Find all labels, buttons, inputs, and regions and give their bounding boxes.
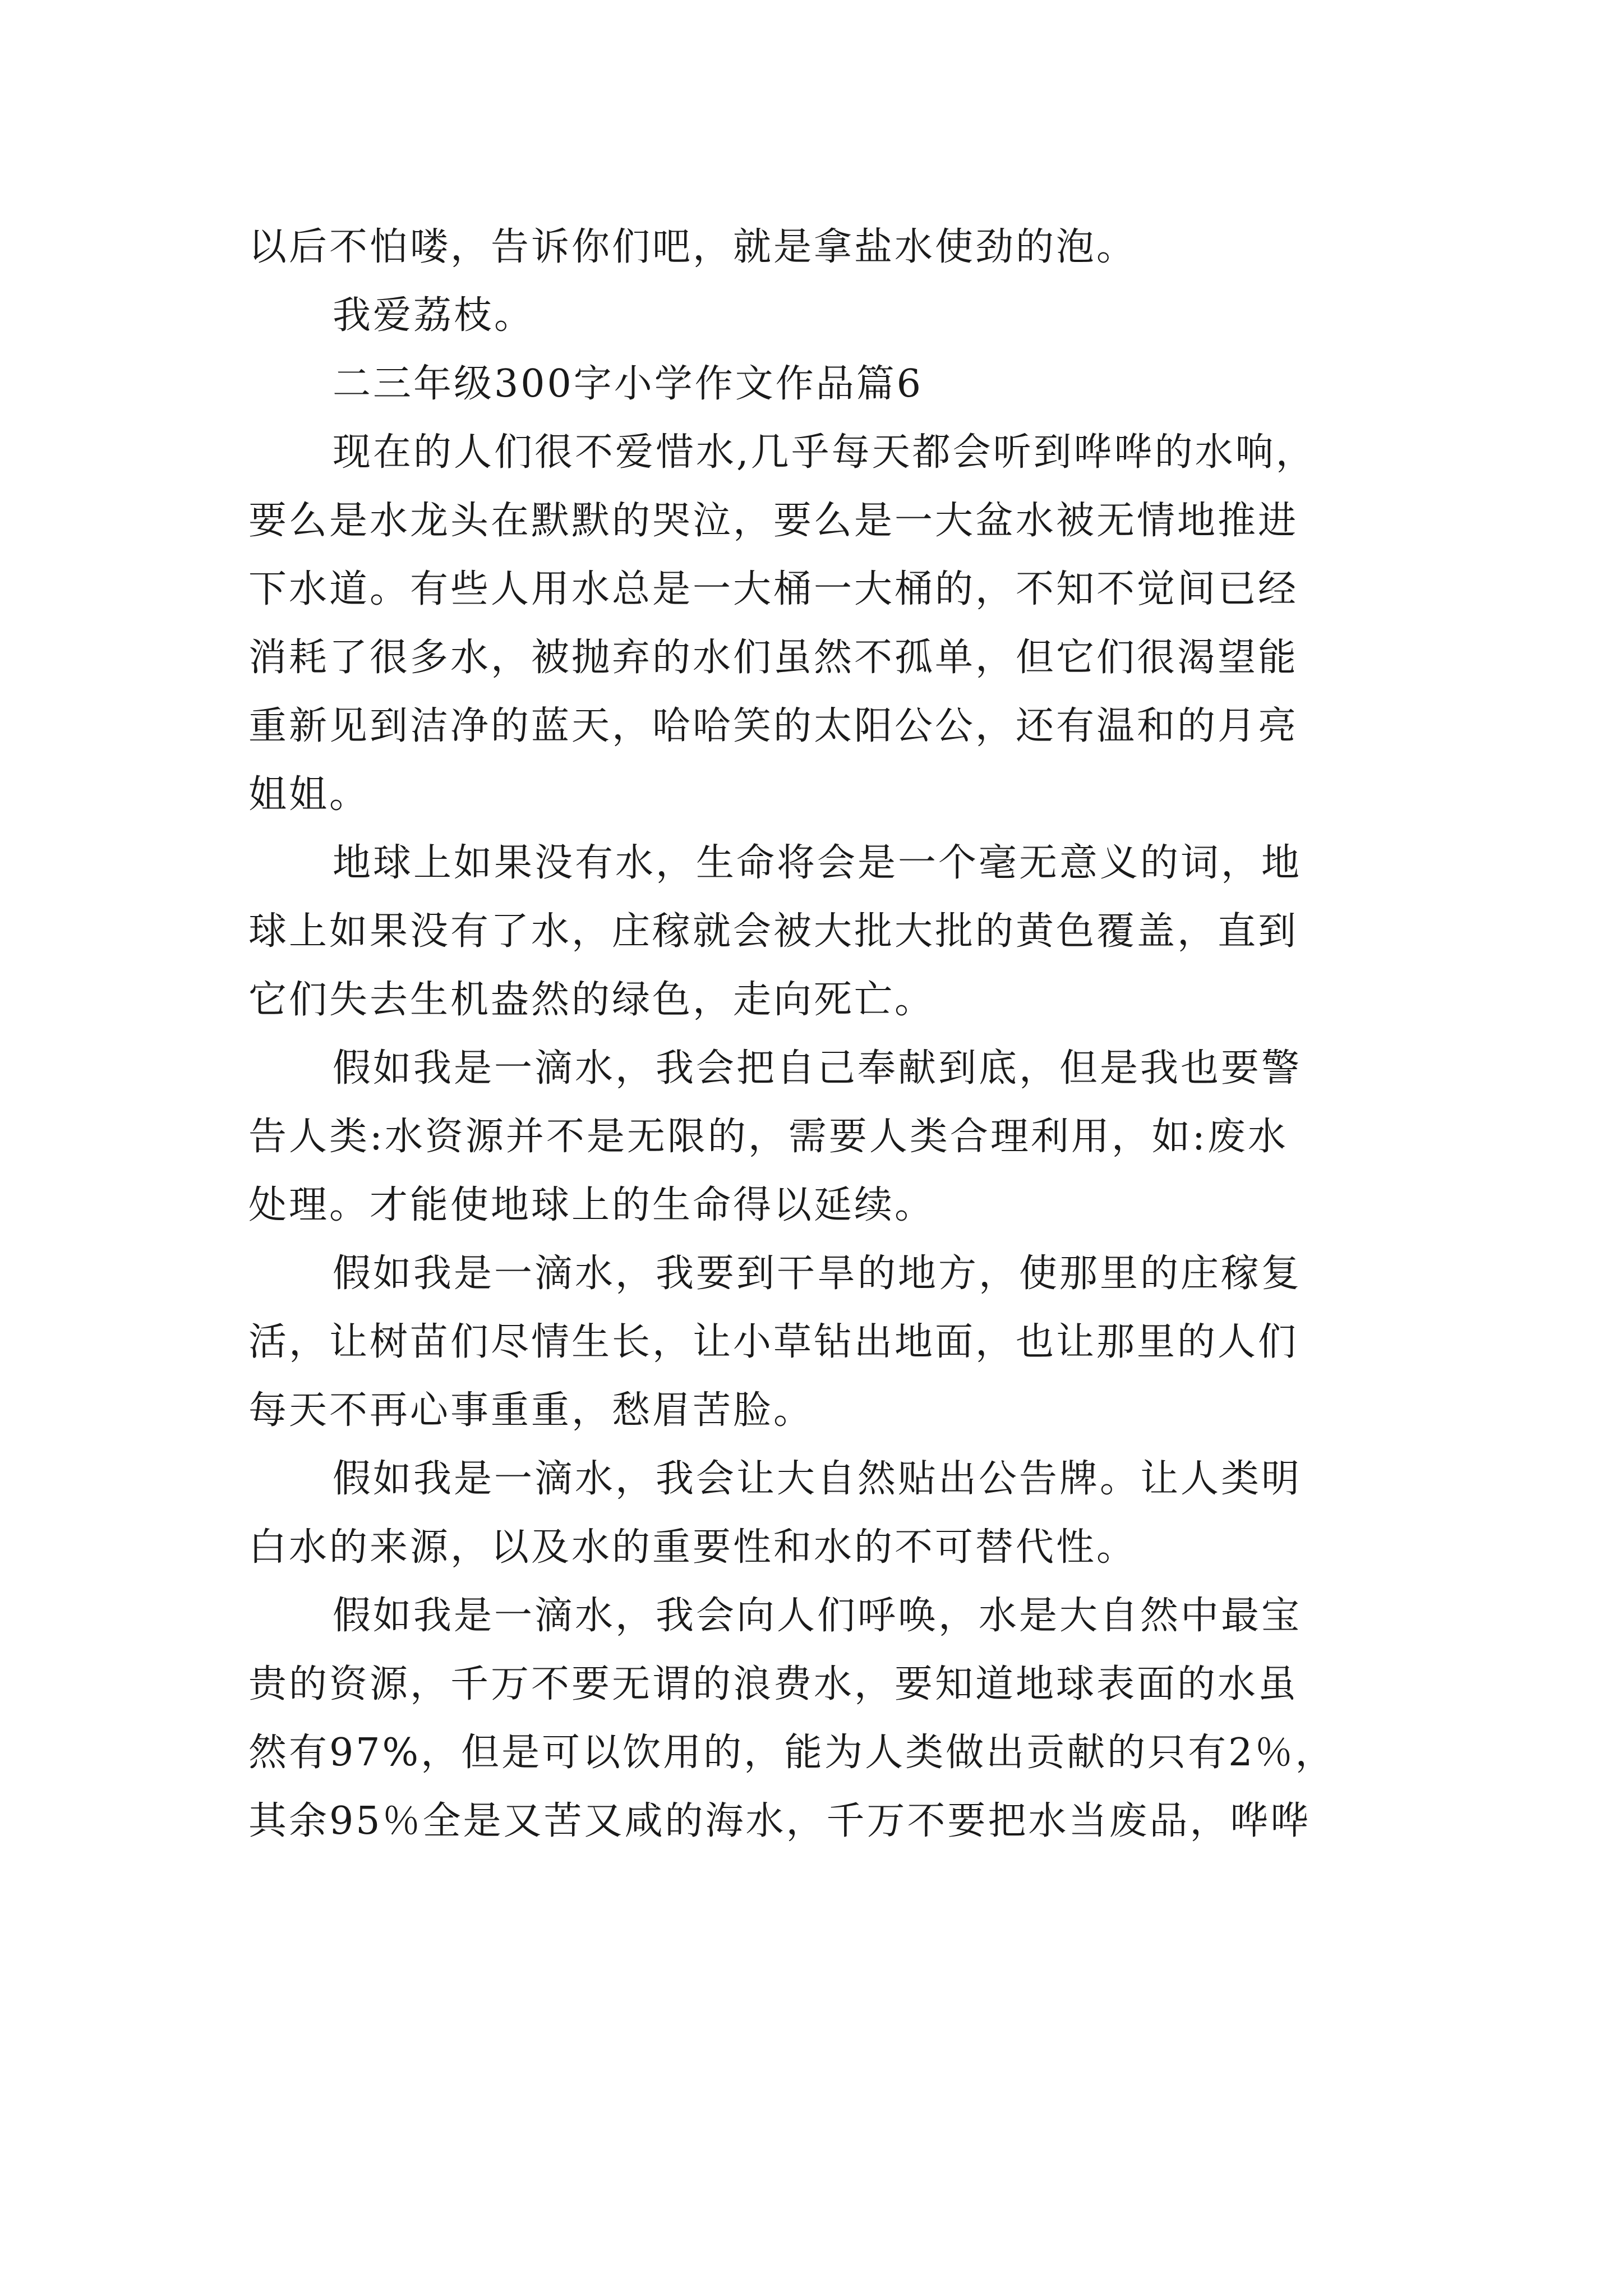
text-line-24: 其余95％全是又苦又咸的海水，千万不要把水当废品，哗哗 (248, 1799, 1311, 1843)
text-line-4: 现在的人们很不爱惜水,几乎每天都会听到哗哗的水响， (333, 430, 1316, 475)
document-body (248, 213, 1393, 1856)
text-line-5: 要么是水龙头在默默的哭泣，要么是一大盆水被无情地推进 (248, 499, 1299, 543)
text-line-18: 每天不再心事重重，愁眉苦脸。 (248, 1388, 814, 1433)
section-heading: 二三年级300字小学作文作品篇6 (333, 362, 924, 406)
text-line-8: 重新见到洁净的蓝天，哈哈笑的太阳公公，还有温和的月亮 (248, 704, 1299, 748)
text-line-9: 姐姐。 (248, 772, 370, 817)
text-line-11: 球上如果没有了水，庄稼就会被大批大批的黄色覆盖，直到 (248, 909, 1299, 954)
text-line-22: 贵的资源，千万不要无谓的浪费水，要知道地球表面的水虽 (248, 1662, 1299, 1706)
text-line-19: 假如我是一滴水，我会让大自然贴出公告牌。让人类明 (333, 1457, 1302, 1501)
text-line-16: 假如我是一滴水，我要到干旱的地方，使那里的庄稼复 (333, 1251, 1302, 1296)
text-line-13: 假如我是一滴水，我会把自己奉献到底，但是我也要警 (333, 1046, 1302, 1091)
text-line-7: 消耗了很多水，被抛弃的水们虽然不孤单，但它们很渴望能 (248, 636, 1299, 680)
text-line-23: 然有97%，但是可以饮用的，能为人类做出贡献的只有2％， (248, 1731, 1336, 1775)
text-line-12: 它们失去生机盎然的绿色，走向死亡。 (248, 978, 935, 1022)
text-line-15: 处理。才能使地球上的生命得以延续。 (248, 1183, 935, 1227)
text-line-20: 白水的来源，以及水的重要性和水的不可替代性。 (248, 1525, 1137, 1570)
text-line-1: 以后不怕喽，告诉你们吧，就是拿盐水使劲的泡。 (248, 225, 1137, 269)
text-line-21: 假如我是一滴水，我会向人们呼唤，水是大自然中最宝 (333, 1594, 1302, 1638)
text-line-2: 我爱荔枝。 (333, 293, 535, 338)
text-line-6: 下水道。有些人用水总是一大桶一大桶的，不知不觉间已经 (248, 567, 1299, 611)
text-line-14: 告人类:水资源并不是无限的，需要人类合理利用，如:废水 (248, 1115, 1288, 1159)
text-line-10: 地球上如果没有水，生命将会是一个毫无意义的词，地 (333, 841, 1302, 885)
text-line-17: 活，让树苗们尽情生长，让小草钻出地面，也让那里的人们 (248, 1320, 1299, 1364)
